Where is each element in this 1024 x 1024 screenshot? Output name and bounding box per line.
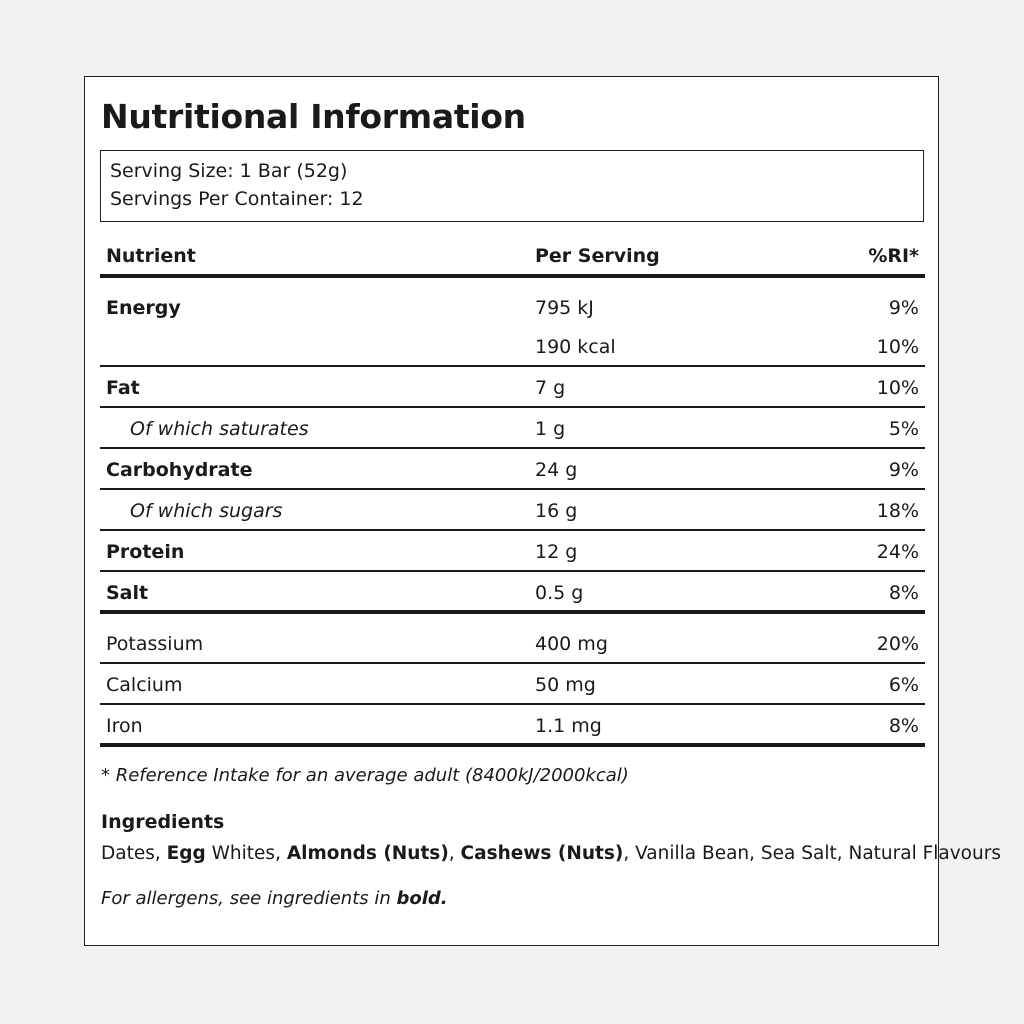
nutrient-name: Iron (106, 714, 143, 737)
nutrient-amount: 7 g (535, 376, 566, 399)
ingredient-allergen: Almonds (Nuts) (286, 843, 449, 864)
allergen-note-emphasis: bold. (396, 888, 448, 909)
table-row (100, 449, 925, 490)
ingredient-item: Sea Salt (760, 843, 837, 864)
table-row (100, 287, 925, 328)
nutrient-ri: 6% (888, 673, 919, 696)
ingredients-heading: Ingredients (101, 811, 225, 833)
ingredient-item: Dates (101, 843, 155, 864)
allergen-note-text: For allergens, see ingredients in (101, 888, 397, 909)
table-row (100, 664, 925, 705)
header-divider (100, 274, 925, 278)
nutrition-panel (84, 76, 1001, 946)
servings-per-container: Servings Per Container: 12 (110, 188, 364, 210)
nutrient-name: Energy (106, 296, 181, 319)
nutrient-amount: 16 g (535, 499, 578, 522)
ingredient-allergen: Cashews (Nuts) (460, 843, 624, 864)
nutrient-amount: 50 mg (535, 673, 596, 696)
page-title: Nutritional Information (101, 97, 526, 136)
nutrient-amount: 12 g (535, 540, 578, 563)
nutrient-ri: 10% (876, 335, 919, 358)
table-row (100, 705, 925, 746)
nutrient-ri: 20% (876, 632, 919, 655)
nutrient-amount: 1.1 mg (535, 714, 602, 737)
nutrient-ri: 9% (888, 296, 919, 319)
ingredient-item: Vanilla Bean (635, 843, 750, 864)
nutrient-ri: 10% (876, 376, 919, 399)
nutrient-name: Protein (106, 540, 185, 563)
nutrient-name: Calcium (106, 673, 183, 696)
table-bottom-divider (100, 743, 925, 747)
serving-size: Serving Size: 1 Bar (52g) (110, 160, 348, 182)
ingredient-item: Whites (211, 843, 276, 864)
nutrient-amount: 400 mg (535, 632, 608, 655)
table-row (100, 326, 925, 367)
nutrient-name: Of which sugars (130, 499, 283, 522)
allergen-note (101, 888, 448, 909)
ri-footnote: * Reference Intake for an average adult (8400kJ/2000kcal) (101, 765, 629, 786)
ingredients-list: Dates, Egg Whites, Almonds (Nuts), Cashews (Nuts), Vanilla Bean, Sea Salt, Natural Flavours (101, 843, 1001, 864)
header-per-serving: Per Serving (535, 244, 660, 267)
nutrient-ri: 18% (876, 499, 919, 522)
table-row (100, 490, 925, 531)
nutrient-amount: 1 g (535, 417, 566, 440)
table-row (100, 572, 925, 613)
nutrient-ri: 8% (888, 581, 919, 604)
nutrient-name: Carbohydrate (106, 458, 253, 481)
nutrient-ri: 9% (888, 458, 919, 481)
nutrient-amount: 190 kcal (535, 335, 616, 358)
table-row (100, 367, 925, 408)
table-row (100, 408, 925, 449)
ingredient-allergen: Egg (166, 843, 206, 864)
nutrient-amount: 0.5 g (535, 581, 584, 604)
nutrient-name: Of which saturates (130, 417, 309, 440)
nutrient-name: Salt (106, 581, 149, 604)
nutrient-ri: 8% (888, 714, 919, 737)
header-ri: %RI* (868, 244, 919, 267)
table-row (100, 623, 925, 664)
nutrient-ri: 5% (888, 417, 919, 440)
ingredient-item: Natural Flavours (848, 843, 1001, 864)
serving-info-box (100, 150, 924, 222)
nutrient-amount: 24 g (535, 458, 578, 481)
nutrient-amount: 795 kJ (535, 296, 594, 319)
table-row (100, 531, 925, 572)
nutrient-name: Potassium (106, 632, 204, 655)
nutrient-name: Fat (106, 376, 140, 399)
section-divider (100, 610, 925, 614)
table-header-row (100, 235, 925, 276)
nutrient-ri: 24% (876, 540, 919, 563)
header-nutrient: Nutrient (106, 244, 196, 267)
